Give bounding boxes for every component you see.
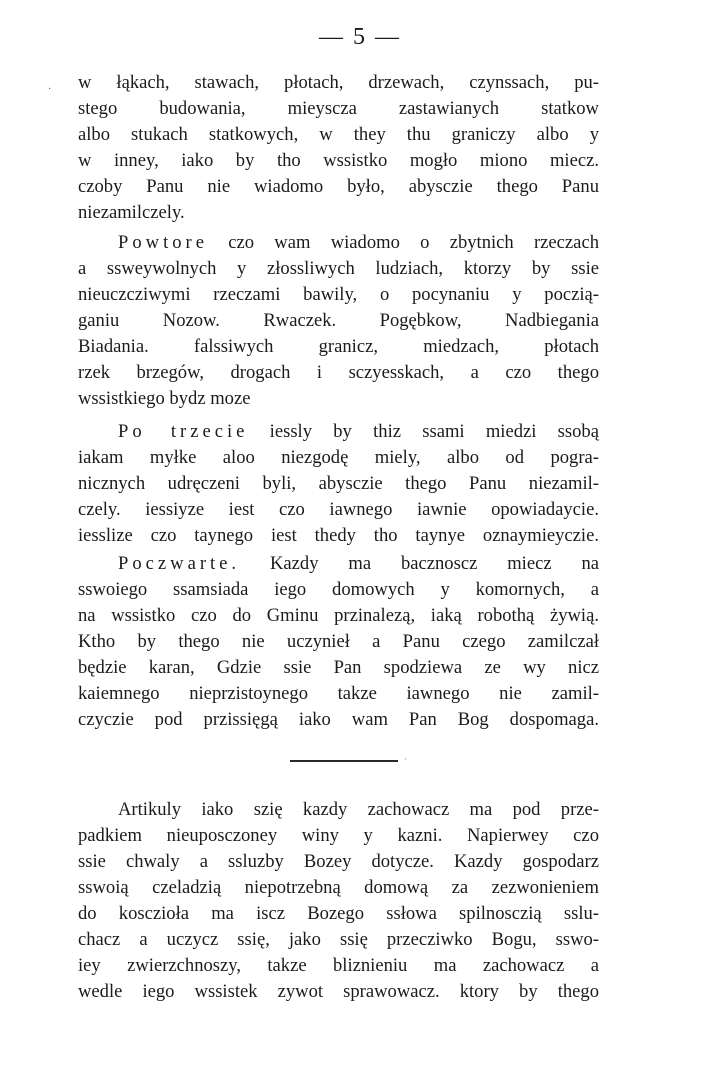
text-line: iakam myłke aloo niezgodę miely, albo od pogra- <box>78 447 599 468</box>
text-line: albo stukach statkowych, w they thu graniczy albo y <box>78 124 599 145</box>
text-line: sswoią czeladzią niepotrzebną domową za zezwonieniem <box>78 877 599 898</box>
text-line: chacz a uczycz ssię, jako ssię przecziwko Bogu, sswo- <box>78 929 599 950</box>
text-line-rest: Kazdy ma bacznoscz miecz na <box>240 553 599 574</box>
section-divider <box>290 760 398 762</box>
margin-mark: · <box>48 84 52 95</box>
text-line: Biadania. falssiwych granicz, miedzach, płotach <box>78 336 599 357</box>
text-line: nieuczcziwymi rzeczami bawily, o pocynaniu y poczią- <box>78 284 599 305</box>
text-line: stego budowania, mieyscza zastawianych statkow <box>78 98 599 119</box>
text-line: iesslize czo taynego iest thedy tho taynye oznaymieyczie. <box>78 525 599 546</box>
text-line: ganiu Nozow. Rwaczek. Pogębkow, Nadbiegania <box>78 310 599 331</box>
text-line: ssie chwaly a ssluzby Bozey dotycze. Kazdy gospodarz <box>78 851 599 872</box>
text-line: sswoiego ssamsiada iego domowych y komornych, a <box>78 579 599 600</box>
text-line-rest: iessly by thiz ssami miedzi ssobą <box>248 421 599 442</box>
text-line <box>78 230 599 256</box>
text-line: rzek brzegów, drogach i sczyesskach, a czo thego <box>78 362 599 383</box>
text-line: nicznych udręczeni byli, abysczie thego Panu niezamil- <box>78 473 599 494</box>
text-line: wedle iego wssistek zywot sprawowacz. ktory by thego <box>78 981 599 1002</box>
text-line: iey zwierzchnoszy, takze bliznieniu ma zachowacz a <box>78 955 599 976</box>
paragraph-4 <box>78 551 599 733</box>
text-line <box>78 551 599 577</box>
paragraph-5 <box>78 797 599 1005</box>
text-line: na wssistko czo do Gminu przinalezą, iaką robothą żywią. <box>78 605 599 626</box>
text-line: padkiem nieuposczoney winy y kazni. Napierwey czo <box>78 825 599 846</box>
text-line-rest: czo wam wiadomo o zbytnich rzeczach <box>207 232 599 253</box>
spaced-heading: Poczwarte. <box>118 553 241 574</box>
text-line: Artikuly iako szię kazdy zachowacz ma pod prze- <box>118 799 599 820</box>
paragraph-3 <box>78 419 599 549</box>
text-line: Ktho by thego nie uczynieł a Panu czego zamilczał <box>78 631 599 652</box>
text-line: a ssweywolnych y złossliwych ludziach, ktorzy by ssie <box>78 258 599 279</box>
text-line <box>78 419 599 445</box>
text-line: w łąkach, stawach, płotach, drzewach, czynssach, pu- <box>78 72 599 93</box>
paragraph-1 <box>78 70 599 226</box>
text-line: czely. iessiyze iest czo iawnego iawnie opowiadaycie. <box>78 499 599 520</box>
text-line: czyczie pod przissięgą iako wam Pan Bog dospomaga. <box>78 709 599 730</box>
text-line: niezamilczely. <box>78 202 185 223</box>
text-line: wssistkiego bydz moze <box>78 388 251 409</box>
text-line: czoby Panu nie wiadomo było, abysczie thego Panu <box>78 176 599 197</box>
spaced-heading: Powtore <box>118 232 208 253</box>
spaced-heading: Po trzecie <box>118 421 249 442</box>
divider-mark: · <box>404 755 407 764</box>
text-line: będzie karan, Gdzie ssie Pan spodziewa ze wy nicz <box>78 657 599 678</box>
text-line: do kosczioła ma iscz Bozego ssłowa spilnosczią sslu- <box>78 903 599 924</box>
text-line: kaiemnego nieprzistoynego takze iawnego nie zamil- <box>78 683 599 704</box>
page-number: — 5 — <box>319 24 401 50</box>
text-line: w inney, iako by tho wssistko mogło miono miecz. <box>78 150 599 171</box>
paragraph-2 <box>78 230 599 412</box>
